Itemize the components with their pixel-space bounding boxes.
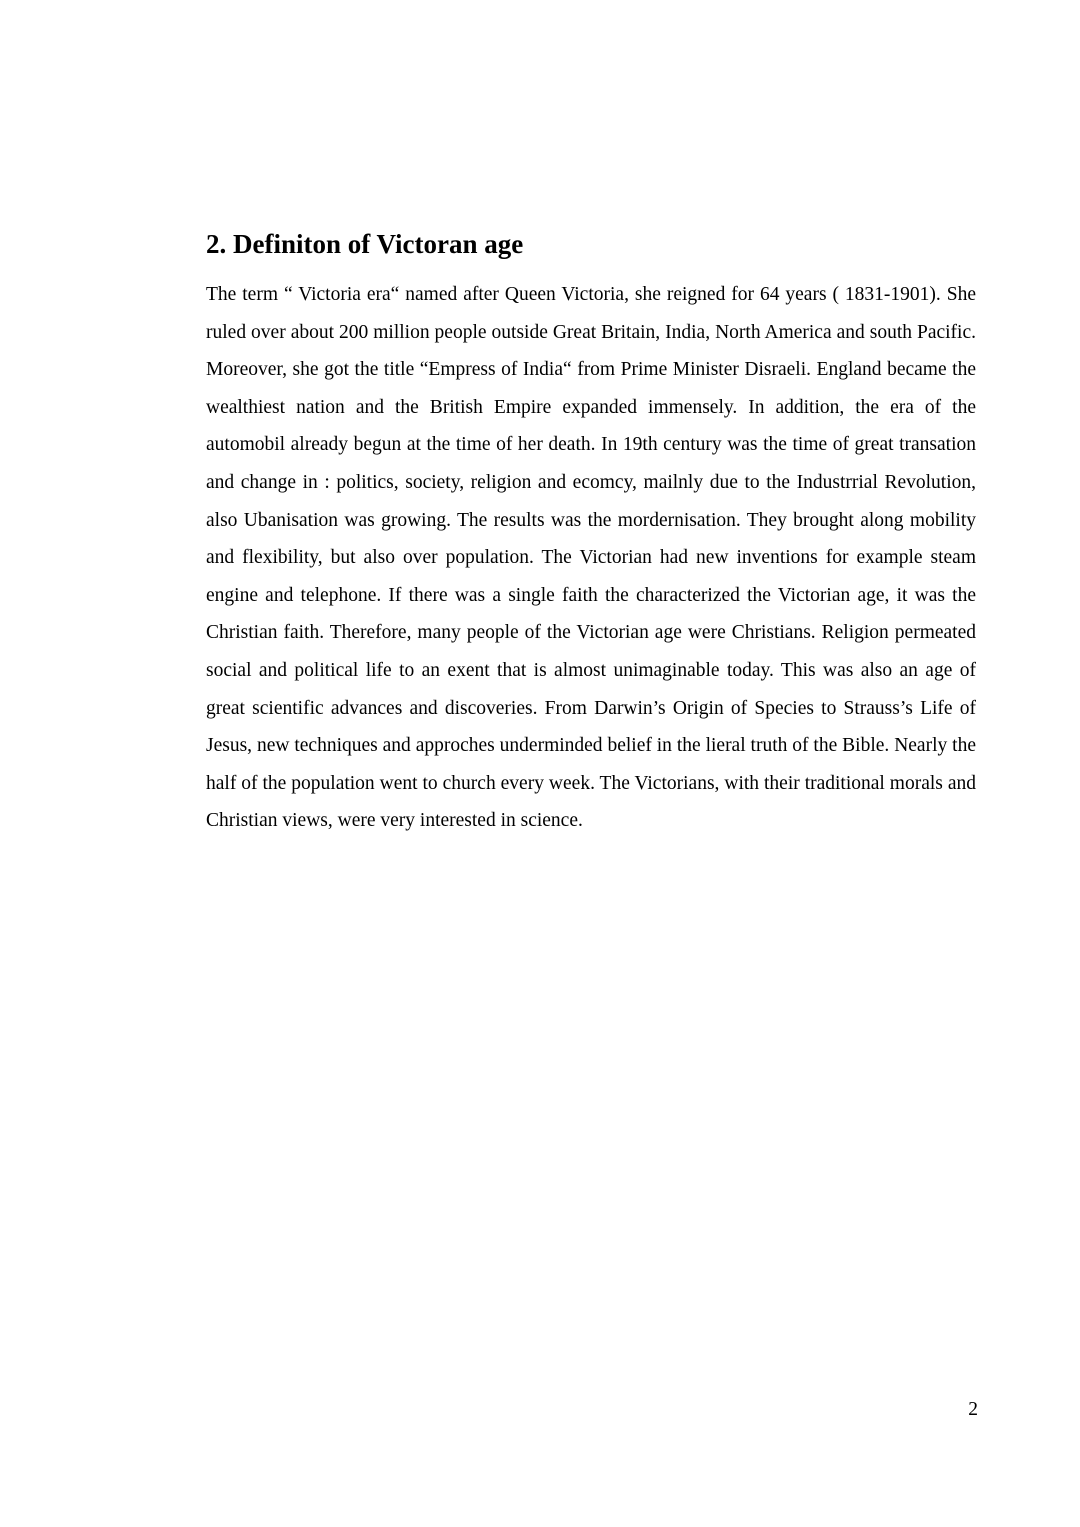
page-number: 2: [968, 1399, 978, 1420]
body-paragraph: The term “ Victoria era“ named after Queen Victoria, she reigned for 64 years ( 1831-1901). She ruled over about 200 million people outside Great Britain, India, North America and south Pacific. Moreover, she got the title “Empress of India“ from Prime Minister Disraeli. England became the wealthiest nation and the British Empire expanded immensely. In addition, the era of the automobil already begun at the time of her death. In 19th century was the time of great transation and change in : politics, society, religion and ecomcy, mailnly due to the Industrrial Revolution, also Ubanisation was growing. The results was the mordernisation. They brought along mobility and flexibility, but also over population. The Victorian had new inventions for example steam engine and telephone. If there was a single faith the characterized the Victorian age, it was the Christian faith. Therefore, many people of the Victorian age were Christians. Religion permeated social and political life to an exent that is almost unimaginable today. This was also an age of great scientific advances and discoveries. From Darwin’s Origin of Species to Strauss’s Life of Jesus, new techniques and approches underminded belief in the lieral truth of the Bible. Nearly the half of the population went to church every week. The Victorians, with their traditional morals and Christian views, were very interested in science.: [206, 284, 976, 832]
section-heading: 2. Definiton of Victoran age: [206, 229, 524, 259]
